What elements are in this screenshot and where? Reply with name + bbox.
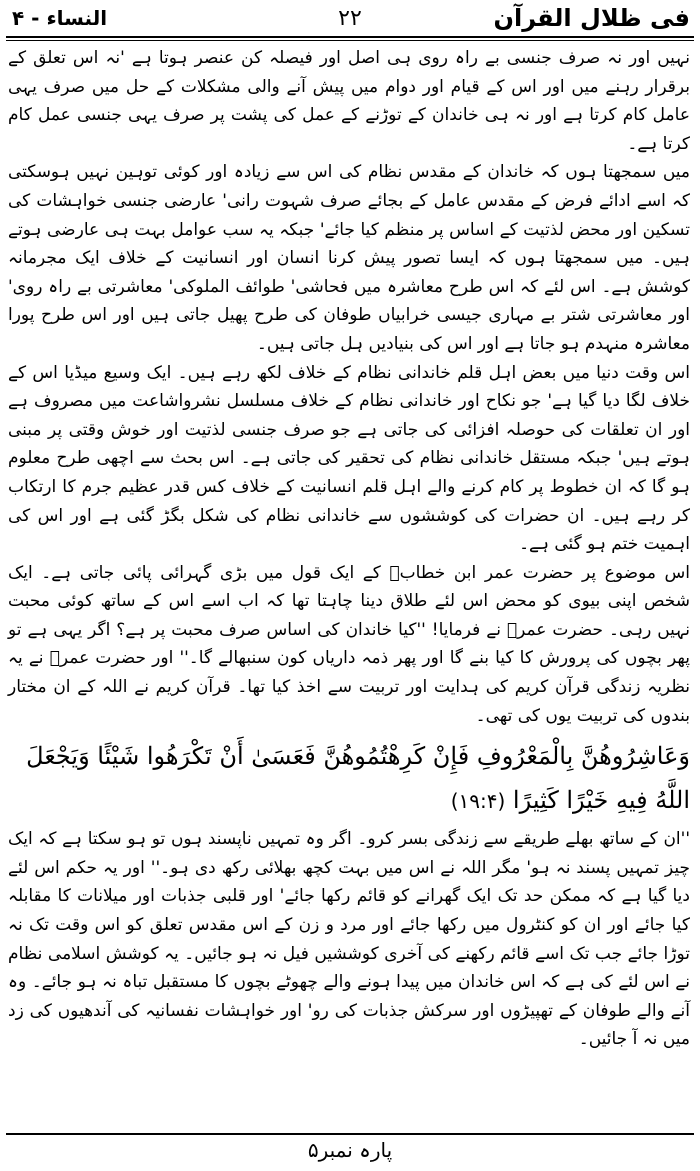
- book-title: فی ظلال القرآن: [493, 4, 690, 32]
- surah-label: النساء - ۴: [12, 6, 108, 30]
- page-body: [8, 44, 690, 1054]
- page-header: [0, 0, 700, 36]
- paragraph: اس وقت دنیا میں بعض اہل قلم خاندانی نظام کے خلاف لکھ رہے ہیں۔ ایک وسیع میڈیا اس کے خلاف لگا دیا گیا ہے' جو نکاح اور خاندانی نظام کے خلاف مسلسل نشرواشاعت میں مصروف ہے اور ان تعلقات کی حوصلہ افزائی کی جاتی ہے جو صرف جنسی لذتیت اور خوش وقتی پر مبنی ہوتے ہیں' جبکہ مستقل خاندانی نظام کی تحقیر کی جاتی ہے۔ اس بحث سے اچھی طرح معلوم ہو گا کہ ان خطوط پر کام کرنے والے اہل قلم انسانیت کے خلاف کس قدر عظیم جرم کا ارتکاب کر رہے ہیں۔ ان حضرات کی کوششوں سے خاندانی نظام کی شکل بگڑ گئی ہے اور اس کی اہمیت ختم ہو گئی ہے۔: [8, 362, 690, 555]
- page-number: ۲۲: [338, 6, 362, 31]
- header-rule-thin: [6, 40, 694, 41]
- paragraph: اس موضوع پر حضرت عمر ابن خطابؓ کے ایک قول میں بڑی گہرائی پائی جاتی ہے۔ ایک شخص اپنی بیوی کو محض اس لئے طلاق دینا چاہتا تھا کہ اب اسے اس کے ساتھ کوئی محبت نہیں رہی۔ حضرت عمرؓ نے فرمایا! ''کیا خاندان کی اساس صرف محبت پر ہے؟ اگر یہی ہے تو پھر بچوں کی پرورش کا کیا بنے گا اور پھر ذمہ داریاں کون سنبھالے گا۔'' اور حضرت عمرؓ نے یہ نظریہ زندگی قرآن کریم کی ہدایت اور تربیت سے اخذ کیا تھا۔ قرآن کریم نے اللہ کے ان مختار بندوں کی تربیت یوں کی تھی۔: [8, 562, 690, 726]
- verse-text: وَعَاشِرُوهُنَّ بِالْمَعْرُوفِ فَإِنْ كَرِهْتُمُوهُنَّ فَعَسَىٰ أَنْ تَكْرَهُوا شَيْئًا وَيَجْعَلَ اللَّهُ فِيهِ خَيْرًا كَثِيرًا: [26, 742, 690, 815]
- footer-rule: [6, 1133, 694, 1135]
- verse-reference: (۱۹:۴): [450, 789, 506, 814]
- verse-translation: ''ان کے ساتھ بھلے طریقے سے زندگی بسر کرو۔ اگر وہ تمہیں ناپسند ہوں تو ہو سکتا ہے کہ ایک چیز تمہیں پسند نہ ہو' مگر اللہ نے اس میں بہت کچھ بھلائی رکھ دی ہو۔'' اور یہ حکم اس لئے دیا گیا ہے کہ ممکن حد تک ایک گھرانے کو قائم رکھا جائے' اور قلبی جذبات اور میلانات کا مقابلہ کیا جائے اور ان کو کنٹرول میں رکھا جائے اور مرد و زن کے اس مقدس تعلق کو اس وقت تک نہ توڑا جائے جب تک اسے قائم رکھنے کی آخری کوششیں فیل نہ ہو جائیں۔ یہ کوشش اسلامی نظام نے اس لئے کی ہے کہ اس خاندان میں پیدا ہونے والے چھوٹے بچوں کا مستقبل تباہ نہ ہو جائے۔ وہ آنے والے طوفان کے تھپیڑوں اور سرکش جذبات کی رو' اور خواہشات نفسانیہ کی آندھیوں کی زد میں نہ آ جائیں۔: [8, 829, 690, 1050]
- paragraph: میں سمجھتا ہوں کہ خاندان کے مقدس نظام کی اس سے زیادہ اور کوئی توہین نہیں ہوسکتی کہ اسے ادائے فرض کے مقدس عامل کے بجائے صرف شہوت رانی' عارضی جنسی خواہشات کی تسکین اور محض لذتیت کے اساس پر منظم کیا جائے' جبکہ یہ سب عوامل بہت ہی عارضی ہوتے ہیں۔ میں سمجھتا ہوں کہ ایسا تصور پیش کرنا انسان اور انسانیت کے خلاف ایک مجرمانہ کوشش ہے۔ اس لئے کہ اس طرح معاشرہ میں فحاشی' طوائف الملوکی' معاشرتی بے راہ روی' اور معاشرتی شتر بے مہاری جیسی خرابیاں طوفان کی طرح پھیل جاتی ہیں اور اس طرح پورا معاشرہ منہدم ہو جاتا ہے اور اس کی بنیادیں ہل جاتی ہیں۔: [8, 162, 690, 354]
- quran-verse: [8, 734, 690, 823]
- paragraph: نہیں اور نہ صرف جنسی بے راہ روی ہی اصل اور فیصلہ کن عنصر ہوتا ہے 'نہ اس تعلق کے برقرار رہنے میں اور اس کے قیام اور دوام میں پیش آنے والی مشکلات کے حل میں صرف یہی عامل کام کرتا ہے اور نہ ہی خاندان کے توڑنے کے عمل کی پشت پر صرف یہی جنسی عمل کام کرتا ہے۔: [8, 48, 690, 154]
- header-rule: [6, 36, 694, 38]
- page-footer: [0, 1138, 700, 1162]
- part-label: پارہ نمبر۵: [307, 1138, 393, 1162]
